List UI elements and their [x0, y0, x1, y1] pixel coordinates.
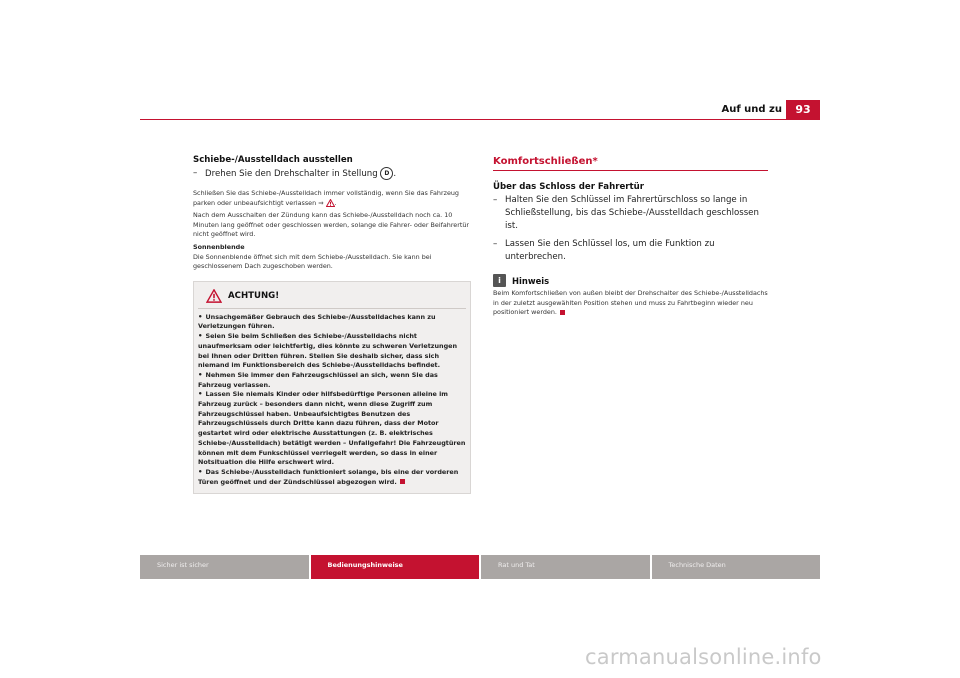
warning-item-text: Das Schiebe-/Ausstelldach funktioniert solange, bis eine der vorderen Türen geöffnet und der Zündschlüssel abgezogen wird. [198, 468, 459, 486]
step-text: Lassen Sie den Schlüssel los, um die Funktion zu unterbrechen. [505, 239, 715, 262]
warning-item-text: Seien Sie beim Schließen des Schiebe-/Ausstelldachs nicht unaufmerksam oder leichtfertig, dies könnte zu schweren Verletzungen bei Ihnen oder Dritten führen. Stellen Sie deshalb sicher, dass sich niemand im Funktionsbereich des Schiebe-/Ausstelldachs befindet. [198, 332, 458, 370]
warning-item-text: Lassen Sie niemals Kinder oder hilfsbedürftige Personen alleine im Fahrzeug zurück – besonders dann nicht, wenn diese Zugriff zum Fahrzeugschlüssel haben. Unbeaufsichtigtes Benutzen des Fahrzeugschlüssels durch Dritte kann dazu führen, dass der Motor gestartet wird oder elektrische Ausstattungen (z. B. elektrisches Schiebe-/Ausstelldach) betätigt werden – Unfallgefahr! Die Fahrzeugtüren können mit dem Funkschlüssel verriegelt werden, so dass in einer Notsituation die Hilfe erschwert wird. [198, 390, 466, 467]
paragraph-sunblind: Die Sonnenblende öffnet sich mit dem Schiebe-/Ausstelldach. Sie kann bei geschlossenem Dach zugeschoben werden. [193, 252, 432, 271]
tab-rat-und-tat[interactable]: Rat und Tat [481, 555, 650, 579]
step-dash: – [493, 195, 498, 205]
warning-item [198, 468, 466, 487]
warning-title: ACHTUNG! [228, 290, 280, 301]
note-body [493, 289, 768, 318]
chapter-tabs [140, 555, 820, 579]
step-dash: – [193, 168, 198, 178]
warning-item-text: Unsachgemäßer Gebrauch des Schiebe-/Ausstelldaches kann zu Verletzungen führen. [198, 312, 436, 331]
warning-item-text: Nehmen Sie immer den Fahrzeugschlüssel an sich, wenn Sie das Fahrzeug verlassen. [198, 370, 438, 389]
step-text: Drehen Sie den Drehschalter in Stellung [205, 169, 378, 179]
header-rule [140, 119, 820, 120]
sub-heading: Sonnenblende [193, 242, 245, 251]
page-number: 93 [786, 100, 820, 120]
bullet: • [198, 312, 203, 321]
warning-item [198, 390, 466, 468]
step-content [205, 167, 396, 181]
warning-item [198, 332, 466, 371]
tab-technische-daten[interactable]: Technische Daten [652, 555, 821, 579]
warning-box [193, 281, 471, 495]
paragraph-ignition: Nach dem Ausschalten der Zündung kann das Schiebe-/Ausstelldach noch ca. 10 Minuten lang geöffnet oder geschlossen werden, solange die Fahrer- oder Beifahrertür nicht geöffnet wird. [193, 211, 470, 239]
sub-heading: Über das Schloss der Fahrertür [493, 182, 644, 192]
warning-item [198, 313, 466, 332]
warning-triangle-icon [206, 289, 222, 303]
note-info-icon: i [493, 274, 506, 287]
running-header-title: Auf und zu [721, 104, 782, 115]
paragraph-close-roof [193, 189, 471, 208]
bullet: • [198, 370, 203, 379]
note-text: Beim Komfortschließen von außen bleibt der Drehschalter des Schiebe-/Ausstelldachs in der zuletzt ausgewählten Position stehen und muss zu Fahrtbeginn wieder neu positioniert werden. [493, 289, 768, 317]
warning-list [198, 309, 466, 488]
bullet: • [198, 332, 203, 341]
note-header [493, 274, 768, 287]
note-title: Hinweis [512, 275, 550, 286]
paragraph-end: . [334, 198, 337, 207]
section-heading: Schiebe-/Ausstelldach ausstellen [193, 155, 353, 165]
bullet: • [198, 390, 203, 399]
instruction-step [493, 194, 768, 233]
tab-sicher-ist-sicher[interactable]: Sicher ist sicher [140, 555, 309, 579]
warning-item [198, 371, 466, 390]
warning-triangle-icon [326, 199, 335, 207]
step-dash: – [493, 239, 498, 249]
right-column [493, 152, 768, 318]
step-end: . [393, 169, 397, 179]
watermark: carmanualsonline.info [585, 645, 822, 669]
tab-bedienungshinweise[interactable]: Bedienungshinweise [311, 555, 480, 579]
section-end-marker-icon [560, 310, 565, 315]
paragraph-text: Schließen Sie das Schiebe-/Ausstelldach immer vollständig, wenn Sie das Fahrzeug parken oder unbeaufsichtigt verlassen ⇒ [193, 189, 459, 207]
bullet: • [198, 468, 203, 476]
step-text: Halten Sie den Schlüssel im Fahrertürschloss so lange in Schließstellung, bis das Schiebe-/Ausstelldach geschlossen ist. [505, 195, 759, 231]
section-end-marker-icon [400, 479, 405, 484]
warning-header [198, 286, 466, 309]
switch-position-d-icon: D [380, 167, 393, 180]
instruction-step [493, 238, 768, 264]
left-column [193, 152, 471, 494]
instruction-step [193, 167, 471, 181]
section-title: Komfortschließen* [493, 156, 768, 171]
